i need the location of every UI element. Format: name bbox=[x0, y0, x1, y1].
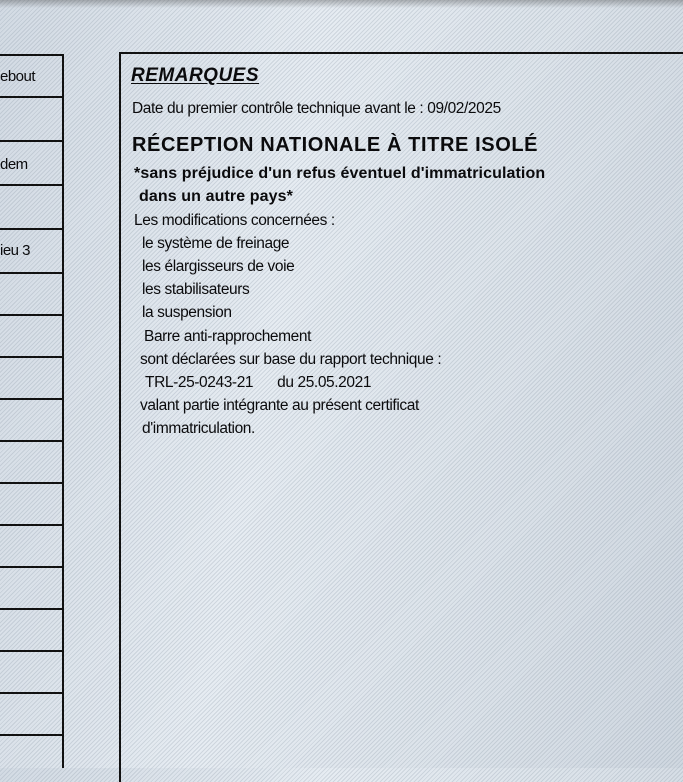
modification-item: Barre anti-rapprochement bbox=[144, 328, 312, 345]
left-row bbox=[0, 54, 62, 96]
modification-item: les élargisseurs de voie bbox=[142, 258, 295, 275]
refusal-note-line-1: *sans préjudice d'un refus éventuel d'immatriculation bbox=[134, 165, 546, 182]
left-row-label: ebout bbox=[0, 68, 36, 85]
remarks-title: REMARQUES bbox=[131, 65, 260, 86]
remarks-box bbox=[119, 52, 683, 782]
left-row-label: dem bbox=[0, 156, 28, 173]
left-row bbox=[0, 96, 62, 140]
left-row bbox=[0, 398, 62, 440]
left-row bbox=[0, 566, 62, 608]
reception-heading: RÉCEPTION NATIONALE À TITRE ISOLÉ bbox=[132, 134, 539, 156]
left-row bbox=[0, 608, 62, 650]
left-row-label: ieu 3 bbox=[0, 242, 31, 259]
left-row bbox=[0, 228, 62, 272]
left-row bbox=[0, 184, 62, 228]
left-row bbox=[0, 650, 62, 692]
report-date: du 25.05.2021 bbox=[277, 374, 372, 391]
left-row bbox=[0, 734, 62, 768]
left-row bbox=[0, 314, 62, 356]
declared-statement: sont déclarées sur base du rapport technique : bbox=[140, 351, 442, 368]
top-edge-shadow bbox=[0, 0, 683, 8]
left-row bbox=[0, 440, 62, 482]
left-row bbox=[0, 140, 62, 184]
left-row bbox=[0, 356, 62, 398]
modification-item: le système de freinage bbox=[142, 235, 290, 252]
report-number: TRL-25-0243-21 bbox=[145, 374, 254, 391]
integral-part-line-2: d'immatriculation. bbox=[142, 420, 255, 437]
left-row bbox=[0, 482, 62, 524]
integral-part-line-1: valant partie intégrante au présent certificat bbox=[140, 397, 419, 414]
modifications-intro: Les modifications concernées : bbox=[134, 212, 335, 229]
modification-item: la suspension bbox=[142, 304, 232, 321]
refusal-note-line-2: dans un autre pays* bbox=[139, 188, 293, 205]
left-row bbox=[0, 524, 62, 566]
left-row bbox=[0, 692, 62, 734]
modification-item: les stabilisateurs bbox=[142, 281, 250, 298]
technical-report-reference bbox=[145, 374, 371, 392]
left-row bbox=[0, 272, 62, 314]
left-column-grid bbox=[0, 54, 64, 768]
first-inspection-date: Date du premier contrôle technique avant le : 09/02/2025 bbox=[132, 100, 501, 117]
